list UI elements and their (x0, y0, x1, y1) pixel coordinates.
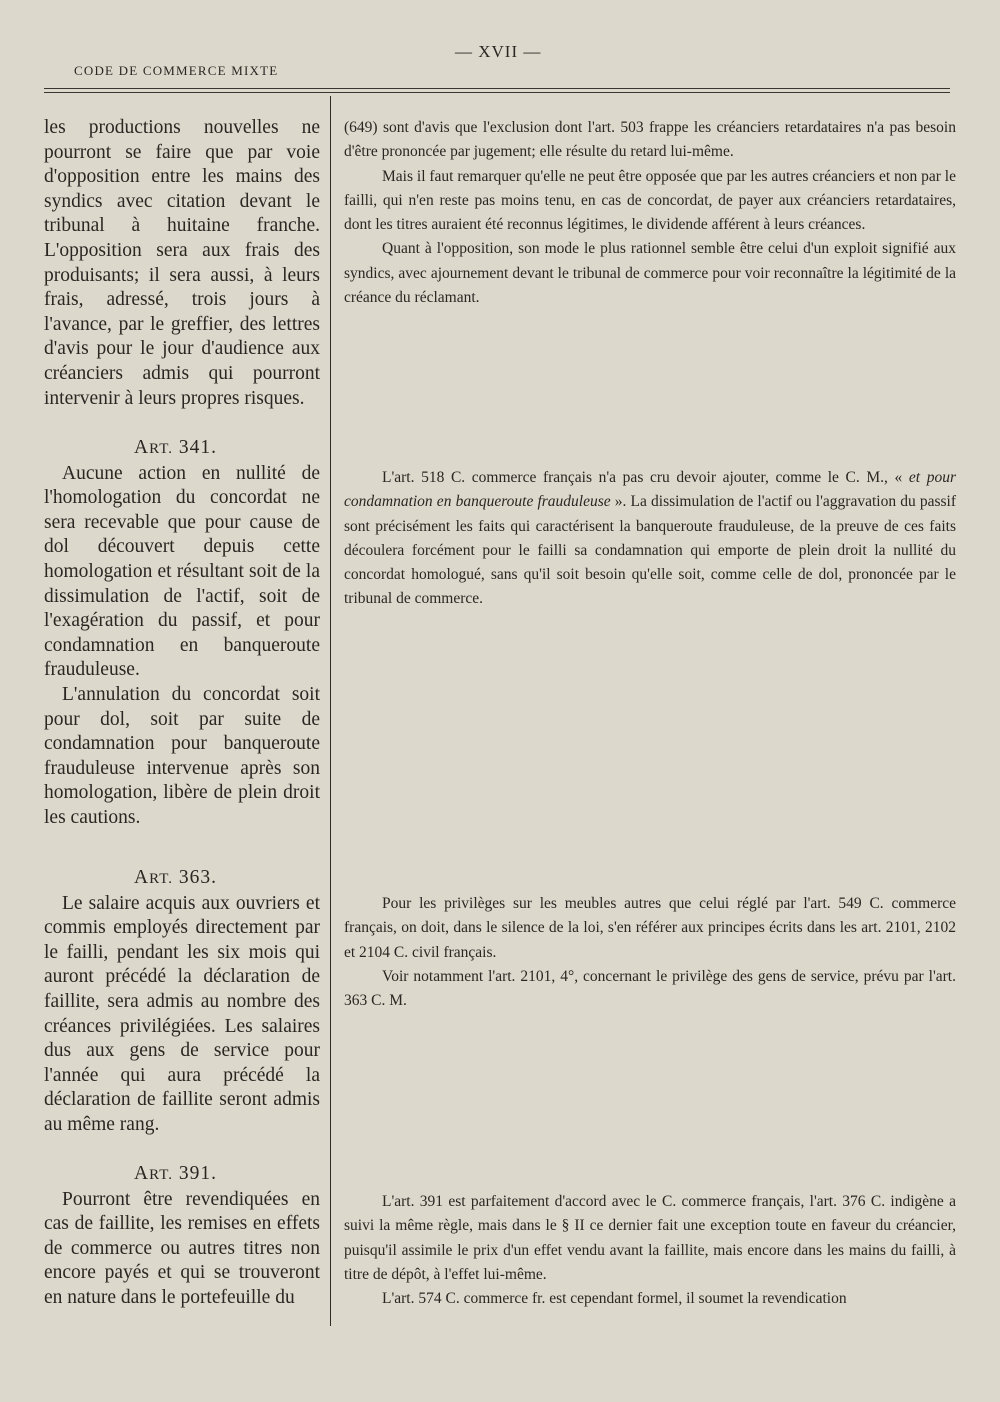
header-rule (44, 88, 950, 89)
commentary-text: L'art. 518 C. commerce français n'a pas cru devoir ajouter, comme le C. M., « (382, 469, 909, 486)
commentary-paragraph: Quant à l'opposition, son mode le plus rationnel semble être celui d'un exploit signifié aux syndics, avec ajournement devant le tribunal de commerce pour voir reconnaître la légitimité de la créance du réclamant. (344, 240, 956, 307)
commentary-paragraph: L'art. 574 C. commerce fr. est cependant formel, il soumet la revendication (382, 1290, 847, 1308)
right-commentary-4 (344, 1190, 956, 1311)
article-heading-initial: A (134, 1163, 150, 1184)
left-block-art-341 (44, 436, 320, 831)
commentary-paragraph: (649) sont d'avis que l'exclusion dont l'art. 503 frappe les créanciers retardataires n'a pas besoin d'être prononcée par jugement; elle résulte du retard lui-même. (344, 119, 956, 161)
commentary-paragraph (344, 466, 956, 612)
left-block-art-363 (44, 866, 320, 1138)
right-commentary-1 (344, 116, 956, 310)
running-header-title: CODE DE COMMERCE MIXTE (74, 63, 279, 78)
left-block-art-391 (44, 1162, 320, 1311)
article-heading-number: 391. (173, 1163, 217, 1184)
article-heading-number: 363. (173, 867, 217, 888)
commentary-paragraph: L'art. 391 est parfaitement d'accord avec le C. commerce français, l'art. 376 C. indigène a suivi la même règle, mais dans le § II ce dernier fait une exception toute en faveur du créancier, puisqu'il assimile le prix d'un effet vendu avant la faillite, mais encore dans les mains du failli, à titre de dépôt, à l'effet lui-même. (344, 1193, 956, 1283)
header-rule-double (44, 92, 950, 93)
commentary-paragraph: Mais il faut remarquer qu'elle ne peut être opposée que par les autres créanciers et non par le failli, qui n'en reste pas moins tenu, en cas de concordat, de payer aux créanciers retardataires, dont les titres auraient été reconnus légitimes, le dividende afférent à leurs créances. (344, 167, 956, 234)
article-heading-initial: A (134, 437, 150, 458)
article-heading-smallcaps: RT. (149, 441, 173, 457)
article-heading-smallcaps: RT. (149, 871, 173, 887)
left-paragraph: les productions nouvelles ne pourront se faire que par voie d'opposition entre les mains des syndics avec citation devant le tribunal à huitaine franche. L'opposition sera aux frais des produisants; il sera aussi, à leurs frais, adressé, trois jours à l'avance, par le greffier, des lettres d'avis pour le jour d'audience aux créanciers admis qui pourront intervenir à leurs propres risques. (44, 117, 320, 409)
page-number: — XVII — (455, 42, 542, 61)
article-heading-initial: A (134, 867, 150, 888)
commentary-text: ». La dissimulation de l'actif ou l'aggravation du passif sont précisément les faits qui caractérisent la banqueroute frauduleuse, de la preuve de ces faits découlera forcément pour le failli sa condamnation qui emporte de plein droit la nullité du concordat homologué, sans qu'il soit besoin qu'elle soit, comme celle de dol, prononcée par le tribunal de commerce. (344, 493, 956, 608)
commentary-paragraph: Voir notamment l'art. 2101, 4°, concernant le privilège des gens de service, prévu par l'art. 363 C. M. (344, 967, 956, 1010)
left-paragraph: Pourront être revendiquées en cas de faillite, les remises en effets de commerce ou autres titres non encore payés et qui se trouveront en nature dans le portefeuille du (44, 1188, 320, 1308)
article-heading (44, 436, 320, 462)
left-block-continuation (44, 116, 320, 411)
commentary-quote-italic: et pour condamnation en banqueroute frauduleuse (344, 469, 957, 511)
right-commentary-2 (344, 466, 956, 612)
article-heading-number: 341. (173, 437, 217, 458)
left-paragraph: Le salaire acquis aux ouvriers et commis employés directement par le failli, pendant les six mois qui auront précédé la déclaration de faillite, sera admis au nombre des créances privilégiées. Les salaires dus aux gens de service pour l'année qui aura précédé la déclaration de faillite seront admis au même rang. (44, 892, 320, 1135)
commentary-paragraph: Pour les privilèges sur les meubles autres que celui réglé par l'art. 549 C. commerce français, on doit, dans le silence de la loi, s'en référer aux principes écrits dans les art. 2101, 2102 et 2104 C. civil français. (344, 895, 956, 961)
article-heading (44, 1162, 320, 1188)
article-heading (44, 866, 320, 892)
left-paragraph: Aucune action en nullité de l'homologation du concordat ne sera recevable que pour cause de dol découvert depuis cette homologation et résultant soit de la dissimulation de l'actif, soit de l'exagération du passif, et pour condamnation en banqueroute frauduleuse. (44, 462, 320, 681)
article-heading-smallcaps: RT. (149, 1167, 173, 1183)
column-divider (330, 96, 331, 1326)
right-commentary-3 (344, 892, 956, 1013)
left-paragraph: L'annulation du concordat soit pour dol, soit par suite de condamnation pour banqueroute frauduleuse intervenue après son homologation, libère de plein droit les cautions. (44, 683, 320, 828)
